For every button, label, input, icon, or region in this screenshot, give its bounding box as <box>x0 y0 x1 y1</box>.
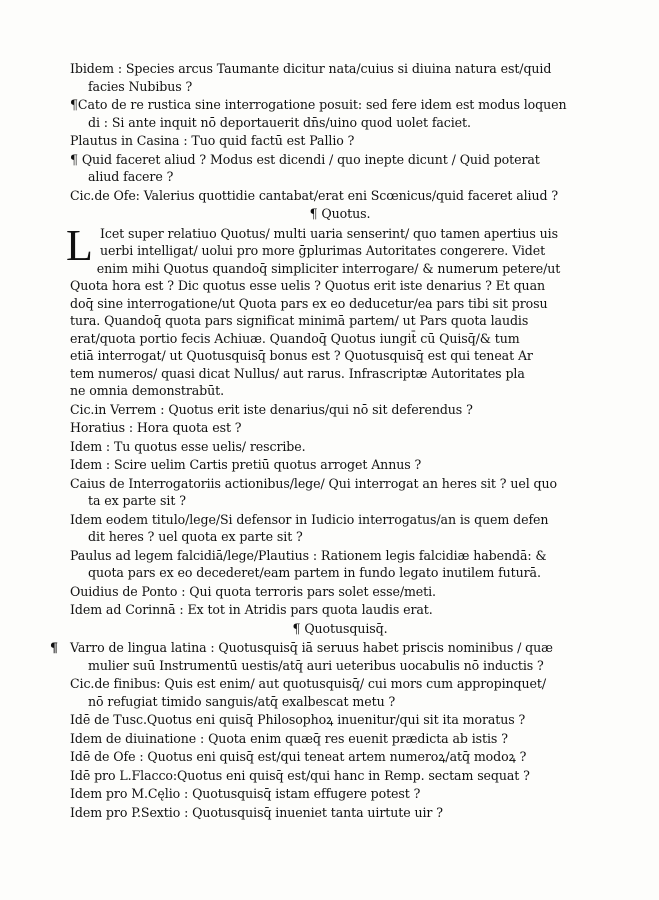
text-line: Idem eodem titulo/lege/Si defensor in Iudicio interrogatus/an is quem defen <box>70 511 549 527</box>
text-line: dit heres ? uel quota ex parte sit ? <box>88 529 303 544</box>
text-line: Idem pro M.Cęlio : Quotusquisq̄ istam effugere potest ? <box>70 786 421 801</box>
citation-paragraph <box>70 601 610 619</box>
citation-paragraph <box>70 132 610 150</box>
text-line: Idem ad Corinnā : Ex tot in Atridis pars quota laudis erat. <box>70 602 433 617</box>
citation-paragraph <box>70 96 610 131</box>
section-intro <box>70 60 610 204</box>
text-line: Idem : Tu quotus esse uelis/ rescribe. <box>70 438 306 454</box>
citation-paragraph <box>70 187 610 205</box>
citation-paragraph <box>70 730 610 748</box>
text-line: etiā interrogat/ ut Quotusquisq̄ bonus est ? Quotusquisq̄ est qui teneat Ar <box>70 348 533 363</box>
text-line: aliud facere ? <box>88 169 174 184</box>
citation-paragraph <box>70 438 610 456</box>
citation-paragraph <box>70 639 610 674</box>
text-line: ¶ Quid faceret aliud ? Modus est dicendi / quo inepte dicunt / Quid poterat <box>70 151 540 167</box>
text-line: quota pars ex eo decederet/eam partem in fundo legato inutilem futurā. <box>88 565 541 580</box>
citation-paragraph <box>70 475 610 510</box>
text-line: Icet super relatiuo Quotus/ multi uaria senserint/ quo tamen apertius uis <box>100 225 558 241</box>
citation-paragraph <box>70 767 610 785</box>
text-line: tem numeros/ quasi dicat Nullus/ aut rarus. Infrascriptæ Autoritates pla <box>70 365 525 381</box>
heading-quotus: ¶ Quotus. <box>309 206 371 221</box>
citation-paragraph <box>70 151 610 186</box>
text-line: nō refugiat timido sanguis/atq̄ exalbescat metu ? <box>88 693 396 709</box>
text-line: erat/quota portio fecis Achiuæ. Quandoq̄ Quotus iungit̄ cū Quisq̄/& tum <box>70 330 520 346</box>
text-line: Caius de Interrogatoriis actionibus/lege/ Qui interrogat an heres sit ? uel quo <box>70 475 557 491</box>
section-quotusquisque-citations <box>70 639 610 821</box>
text-line: Ouidius de Ponto : Qui quota terroris pars solet esse/meti. <box>70 583 436 599</box>
citation-paragraph <box>70 804 610 822</box>
text-line: facies Nubibus ? <box>88 78 193 94</box>
text-column <box>50 60 610 822</box>
section-quotus-citations <box>70 401 610 619</box>
text-line: enim mihi Quotus quandoq̄ simpliciter interrogare/ & numerum petere/ut <box>96 260 561 276</box>
text-line: Cic.de finibus: Quis est enim/ aut quotusquisq̄/ cui mors cum appropinquet/ <box>70 676 546 691</box>
text-line: Varro de lingua latina : Quotusquisq̄ iā seruus habet priscis nominibus / quæ <box>70 640 553 655</box>
drop-cap: L <box>66 220 93 270</box>
text-line: Idē de Ofe : Quotus eni quisq̄ est/qui teneat artem numeroꝝ/atq̄ modoꝝ ? <box>70 749 527 764</box>
text-line: Quota hora est ? Dic quotus esse uelis ? Quotus erit iste denarius ? Et quan <box>70 278 545 293</box>
citation-paragraph <box>70 401 610 419</box>
text-line: Idem pro P.Sextio : Quotusquisq̄ inueniet tanta uirtute uir ? <box>70 804 443 820</box>
text-line: Cic.in Verrem : Quotus erit iste denarius/qui nō sit deferendus ? <box>70 401 473 417</box>
heading-quotusquisque: ¶ Quotusquisq̄. <box>292 620 388 636</box>
citation-paragraph <box>70 748 610 766</box>
text-line: uerbi intelligat/ uolui pro more ḡplurimas Autoritates congerere. Videt <box>100 243 546 258</box>
text-line: Horatius : Hora quota est ? <box>70 420 242 435</box>
text-line: Idē de Tusc.Quotus eni quisq̄ Philosophoꝝ inuenitur/qui sit ita moratus ? <box>70 712 526 727</box>
text-line: di : Si ante inquit nō deportauerit dn̄s/uino quod uolet faciet. <box>88 114 471 130</box>
citation-paragraph <box>70 675 610 710</box>
text-line: tura. Quandoq̄ quota pars significat minimā partem/ ut Pars quota laudis <box>70 313 529 328</box>
citation-paragraph <box>70 785 610 803</box>
citation-paragraph <box>70 419 610 437</box>
margin-pilcrow: ¶ <box>50 640 58 655</box>
citation-paragraph <box>70 547 610 582</box>
citation-paragraph <box>70 511 610 546</box>
text-line: Ibidem : Species arcus Taumante dicitur nata/cuius si diuina natura est/quid <box>70 61 552 76</box>
text-line: ¶Cato de re rustica sine interrogatione posuit: sed fere idem est modus loquen <box>70 97 567 112</box>
citation-paragraph <box>70 583 610 601</box>
text-line: Plautus in Casina : Tuo quid factū est Pallio ? <box>70 133 355 148</box>
text-line: Idē pro L.Flacco:Quotus eni quisq̄ est/qui hanc in Remp. sectam sequat ? <box>70 767 530 783</box>
citation-paragraph <box>70 60 610 95</box>
citation-paragraph <box>70 456 610 474</box>
text-line: Idem : Scire uelim Cartis pretiū quotus arroget Annus ? <box>70 457 422 472</box>
citation-paragraph <box>70 711 610 729</box>
text-line: Idem de diuinatione : Quota enim quæq̄ res euenit prædicta ab istis ? <box>70 730 508 746</box>
quotus-paragraph <box>66 220 610 400</box>
text-line: ne omnia demonstrabūt. <box>70 383 224 398</box>
text-line: Paulus ad legem falcidiā/lege/Plautius : Rationem legis falcidiæ habendā: & <box>70 547 547 563</box>
text-line: mulier suū Instrumentū uestis/atq̄ auri ueteribus uocabulis nō inductis ? <box>88 657 544 673</box>
text-line: ta ex parte sit ? <box>88 493 186 508</box>
text-line: doq̄ sine interrogatione/ut Quota pars ex eo deducetur/ea pars tibi sit prosu <box>70 295 548 311</box>
text-line: Cic.de Ofe: Valerius quottidie cantabat/erat eni Scœnicus/quid faceret aliud ? <box>70 187 558 203</box>
